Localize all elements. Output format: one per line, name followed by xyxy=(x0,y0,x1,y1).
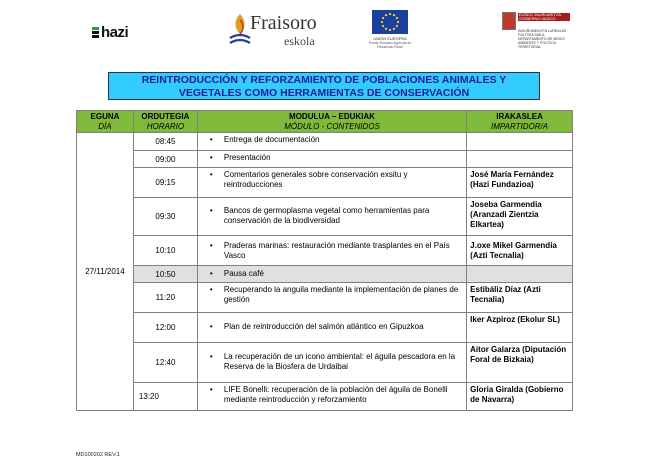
row-speaker xyxy=(467,133,573,151)
header-speaker: IRAKASLEA IMPARTIDOR/A xyxy=(467,111,573,133)
fraisoro-logo-text: Fraisoro xyxy=(250,12,317,34)
hazi-stripes-icon xyxy=(92,27,99,41)
row-speaker: Aitor Galarza (Diputación Foral de Bizkaia) xyxy=(467,343,573,383)
schedule-table xyxy=(76,110,573,411)
eu-caption-fund: Fondo Europeo Agrícola de Desarrollo Rural xyxy=(368,41,412,49)
row-content: • LIFE Bonelli: recuperación de la población del águila de Bonelli mediante reintroducción y reforzamiento xyxy=(197,383,466,411)
logo-bar xyxy=(0,0,660,60)
table-row xyxy=(77,313,573,343)
coat-of-arms-icon xyxy=(502,12,516,30)
table-row xyxy=(77,383,573,411)
eu-flag-icon xyxy=(372,10,408,34)
row-speaker: Joseba Garmendia (Aranzadi Zientzia Elkartea) xyxy=(467,198,573,236)
table-header-row xyxy=(77,111,573,133)
document-title xyxy=(108,72,540,100)
row-content: • Bancos de germoplasma vegetal como herramientas para conservación de la biodiversidad xyxy=(197,198,466,236)
table-row xyxy=(77,343,573,383)
header-day: EGUNA DÍA xyxy=(77,111,134,133)
row-time: 08:45 xyxy=(133,133,197,151)
row-time: 10:50 xyxy=(133,266,197,283)
table-row xyxy=(77,283,573,313)
row-time: 11:20 xyxy=(133,283,197,313)
hazi-logo-text: hazi xyxy=(101,24,129,41)
row-content: • La recuperación de un icono ambiental: el águila pescadora en la Reserva de la Biosfera de Urdaibai xyxy=(197,343,466,383)
table-row xyxy=(77,151,573,168)
fraisoro-logo-subtext: eskola xyxy=(284,34,315,48)
row-content: • Plan de reintroducción del salmón atlántico en Gipuzkoa xyxy=(197,313,466,343)
eu-logo xyxy=(368,10,412,48)
fraisoro-logo xyxy=(228,12,348,50)
document-revision-code: MD100202 REV.1 xyxy=(76,452,120,458)
fraisoro-leaf-icon xyxy=(228,12,252,48)
row-speaker xyxy=(467,266,573,283)
header-module: MODULUA – EDUKIAK MÓDULO - CONTENIDOS xyxy=(197,111,466,133)
row-time: 09:15 xyxy=(133,168,197,198)
title-line-1: REINTRODUCCIÓN Y REFORZAMIENTO DE POBLACIONES ANIMALES Y xyxy=(141,74,507,86)
row-time: 13:20 xyxy=(133,383,197,411)
row-speaker: Gloria Giralda (Gobierno de Navarra) xyxy=(467,383,573,411)
row-time: 09:30 xyxy=(133,198,197,236)
table-row xyxy=(77,168,573,198)
row-content: • Entrega de documentación xyxy=(197,133,466,151)
eu-caption: UNIÓN EUROPEA xyxy=(373,36,407,41)
row-content: • Comentarios generales sobre conservación exsitu y reintroducciones xyxy=(197,168,466,198)
row-speaker: Iker Azpiroz (Ekolur SL) xyxy=(467,313,573,343)
row-content: • Pausa café xyxy=(197,266,466,283)
row-speaker xyxy=(467,151,573,168)
table-row xyxy=(77,198,573,236)
gv-name-band: EUSKO JAURLARITZA GOBIERNO VASCO xyxy=(518,13,570,21)
row-time: 12:00 xyxy=(133,313,197,343)
row-content: • Recuperando la anguila mediante la implementación de planes de gestión xyxy=(197,283,466,313)
row-speaker: Estibáliz Díaz (Azti Tecnalia) xyxy=(467,283,573,313)
table-row xyxy=(77,236,573,266)
row-time: 12:40 xyxy=(133,343,197,383)
table-row xyxy=(77,133,573,151)
row-speaker: J.oxe Mikel Garmendia (Azti Tecnalia) xyxy=(467,236,573,266)
gv-department: INGURUMEN ETA LURRALDE POLITIKA SAILA DEPARTAMENTO DE MEDIO AMBIENTE Y POLÍTICA TERRITORIAL xyxy=(518,29,567,49)
session-date: 27/11/2014 xyxy=(77,133,134,411)
row-speaker: José María Fernández (Hazi Fundazioa) xyxy=(467,168,573,198)
row-time: 10:10 xyxy=(133,236,197,266)
row-time: 09:00 xyxy=(133,151,197,168)
gobierno-vasco-logo xyxy=(502,12,572,50)
table-row-break xyxy=(77,266,573,283)
row-content: • Presentación xyxy=(197,151,466,168)
header-time: ORDUTEGIA HORARIO xyxy=(133,111,197,133)
row-content: • Praderas marinas: restauración mediante trasplantes en el País Vasco xyxy=(197,236,466,266)
title-line-2: VEGETALES COMO HERRAMIENTAS DE CONSERVACIÓN xyxy=(178,87,470,99)
hazi-logo xyxy=(92,24,142,44)
